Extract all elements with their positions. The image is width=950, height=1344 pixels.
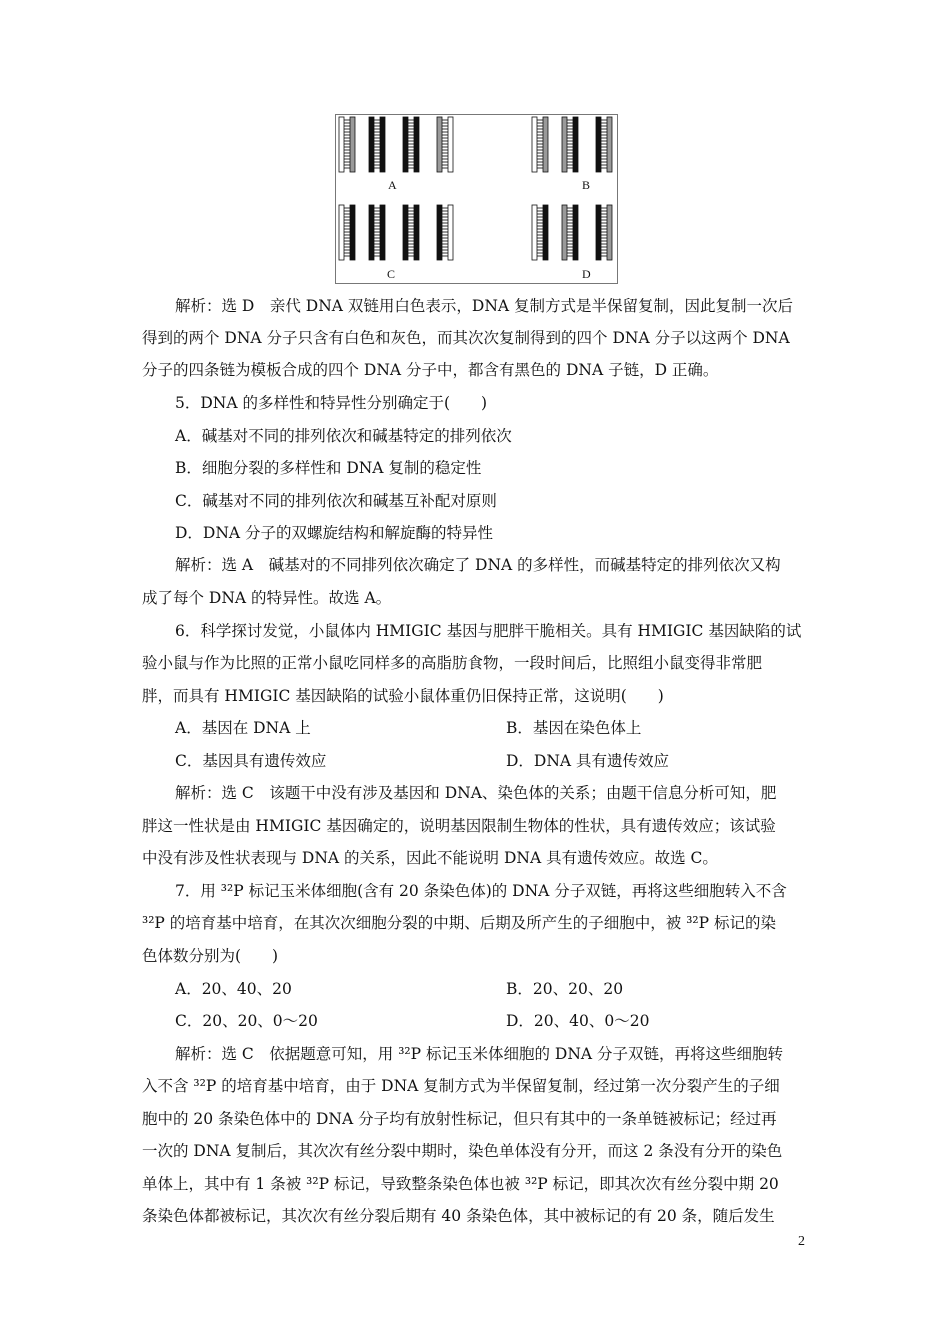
question-7-option-d: D．20、40、0～20 xyxy=(506,1012,650,1030)
dna-molecule xyxy=(403,205,419,260)
analysis-7-line-2: 入不含 ³²P 的培育基中培育，由于 DNA 复制方式为半保留复制，经过第一次分裂产生的子细 xyxy=(142,1077,780,1095)
question-5-stem: 5．DNA 的多样性和特异性分别确定于( ) xyxy=(175,394,488,412)
dna-replication-figure xyxy=(335,114,618,284)
analysis-7-line-4: 一次的 DNA 复制后，其次次有丝分裂中期时，染色单体没有分开，而这 2 条没有分开的染色 xyxy=(142,1142,783,1160)
dna-strand-black xyxy=(596,205,601,260)
question-5-option-b: B．细胞分裂的多样性和 DNA 复制的稳定性 xyxy=(175,459,482,477)
analysis-6-line-1: 解析：选 C 该题干中没有涉及基因和 DNA、染色体的关系；由题干信息分析可知，肥 xyxy=(175,784,777,802)
dna-strand-black xyxy=(414,117,419,172)
dna-strand-white xyxy=(339,117,344,172)
analysis-6-line-2: 胖这一性状是由 HMIGIC 基因确定的，说明基因限制生物体的性状，具有遗传效应；该试验 xyxy=(142,817,776,835)
dna-strand-gray xyxy=(562,205,567,260)
figure-label-c: C xyxy=(387,267,396,281)
question-6-option-c: C．基因具有遗传效应 xyxy=(175,752,327,770)
dna-strands-diagram xyxy=(336,115,619,285)
question-7-option-b: B．20、20、20 xyxy=(506,980,624,998)
dna-strand-black xyxy=(380,205,385,260)
dna-molecule xyxy=(532,205,548,260)
dna-strand-black xyxy=(414,205,419,260)
question-7-line-2: ³²P 的培育基中培育，在其次次细胞分裂的中期、后期及所产生的子细胞中，被 ³²P 标记的染 xyxy=(142,914,776,932)
dna-molecule xyxy=(369,117,385,172)
dna-molecule xyxy=(596,205,612,260)
dna-strand-black xyxy=(437,205,442,260)
dna-strand-white xyxy=(339,205,344,260)
dna-strand-black xyxy=(596,117,601,172)
question-7-option-c: C．20、20、0～20 xyxy=(175,1012,318,1030)
question-5-option-a: A．碱基对不同的排列依次和碱基特定的排列依次 xyxy=(175,427,512,445)
analysis-7-line-3: 胞中的 20 条染色体中的 DNA 分子均有放射性标记，但只有其中的一条单链被标记；经过再 xyxy=(142,1110,777,1128)
analysis-5-line-2: 成了每个 DNA 的特异性。故选 A。 xyxy=(142,589,392,607)
dna-strand-black xyxy=(573,117,578,172)
dna-molecule xyxy=(339,117,355,172)
dna-molecule xyxy=(369,205,385,260)
question-7-line-1: 7．用 ³²P 标记玉米体细胞(含有 20 条染色体)的 DNA 分子双链，再将这些细胞转入不含 xyxy=(175,882,787,900)
dna-molecule xyxy=(403,117,419,172)
dna-molecule xyxy=(562,205,578,260)
dna-strand-gray xyxy=(437,117,442,172)
dna-strand-black xyxy=(380,117,385,172)
question-7-option-a: A．20、40、20 xyxy=(175,980,292,998)
dna-molecule xyxy=(339,205,355,260)
page-number: 2 xyxy=(798,1234,805,1249)
question-6-option-b: B．基因在染色体上 xyxy=(506,719,642,737)
dna-strand-black xyxy=(369,205,374,260)
analysis-7-line-6: 条染色体都被标记，其次次有丝分裂后期有 40 条染色体，其中被标记的有 20 条，随后发生 xyxy=(142,1207,775,1225)
figure-label-b: B xyxy=(582,178,591,192)
dna-strand-white xyxy=(448,117,453,172)
question-5-option-d: D．DNA 分子的双螺旋结构和解旋酶的特异性 xyxy=(175,524,494,542)
dna-molecule xyxy=(562,117,578,172)
dna-molecule xyxy=(596,117,612,172)
dna-strand-white xyxy=(448,205,453,260)
analysis-7-line-1: 解析：选 C 依据题意可知，用 ³²P 标记玉米体细胞的 DNA 分子双链，再将这些细胞转 xyxy=(175,1045,784,1063)
analysis-6-line-3: 中没有涉及性状表现与 DNA 的关系，因此不能说明 DNA 具有遗传效应。故选 C。 xyxy=(142,849,718,867)
dna-strand-gray xyxy=(562,117,567,172)
analysis-5-line-1: 解析：选 A 碱基对的不同排列依次确定了 DNA 的多样性，而碱基特定的排列依次又构 xyxy=(175,556,781,574)
dna-strand-gray xyxy=(350,117,355,172)
dna-strand-white xyxy=(532,117,537,172)
dna-strand-gray xyxy=(607,205,612,260)
analysis-4-line-1: 解析：选 D 亲代 DNA 双链用白色表示，DNA 复制方式是半保留复制，因此复制一次后 xyxy=(175,297,794,315)
question-6-line-1: 6．科学探讨发觉，小鼠体内 HMIGIC 基因与肥胖干脆相关。具有 HMIGIC 基因缺陷的试 xyxy=(175,622,802,640)
dna-molecule xyxy=(437,205,453,260)
question-6-option-d: D．DNA 具有遗传效应 xyxy=(506,752,670,770)
dna-strand-black xyxy=(573,205,578,260)
dna-strand-black xyxy=(369,117,374,172)
dna-strand-black xyxy=(350,205,355,260)
analysis-4-line-2: 得到的两个 DNA 分子只含有白色和灰色，而其次次复制得到的四个 DNA 分子以这两个 DNA xyxy=(142,329,790,347)
question-6-option-a: A．基因在 DNA 上 xyxy=(175,719,311,737)
figure-label-d: D xyxy=(582,267,591,281)
dna-strand-gray xyxy=(543,117,548,172)
dna-strand-gray xyxy=(607,117,612,172)
dna-strand-white xyxy=(532,205,537,260)
question-6-line-2: 验小鼠与作为比照的正常小鼠吃同样多的高脂肪食物，一段时间后，比照组小鼠变得非常肥 xyxy=(142,654,763,672)
dna-strand-black xyxy=(543,205,548,260)
question-5-option-c: C．碱基对不同的排列依次和碱基互补配对原则 xyxy=(175,492,497,510)
analysis-4-line-3: 分子的四条链为模板合成的四个 DNA 分子中，都含有黑色的 DNA 子链，D 正确。 xyxy=(142,361,719,379)
dna-strand-black xyxy=(403,117,408,172)
analysis-7-line-5: 单体上，其中有 1 条被 ³²P 标记，导致整条染色体也被 ³²P 标记，即其次次有丝分裂中期 20 xyxy=(142,1175,779,1193)
figure-label-a: A xyxy=(388,178,397,192)
dna-molecule xyxy=(532,117,548,172)
question-6-line-3: 胖，而具有 HMIGIC 基因缺陷的试验小鼠体重仍旧保持正常，这说明( ) xyxy=(142,687,664,705)
dna-molecule xyxy=(437,117,453,172)
question-7-line-3: 色体数分别为( ) xyxy=(142,947,279,965)
dna-strand-black xyxy=(403,205,408,260)
